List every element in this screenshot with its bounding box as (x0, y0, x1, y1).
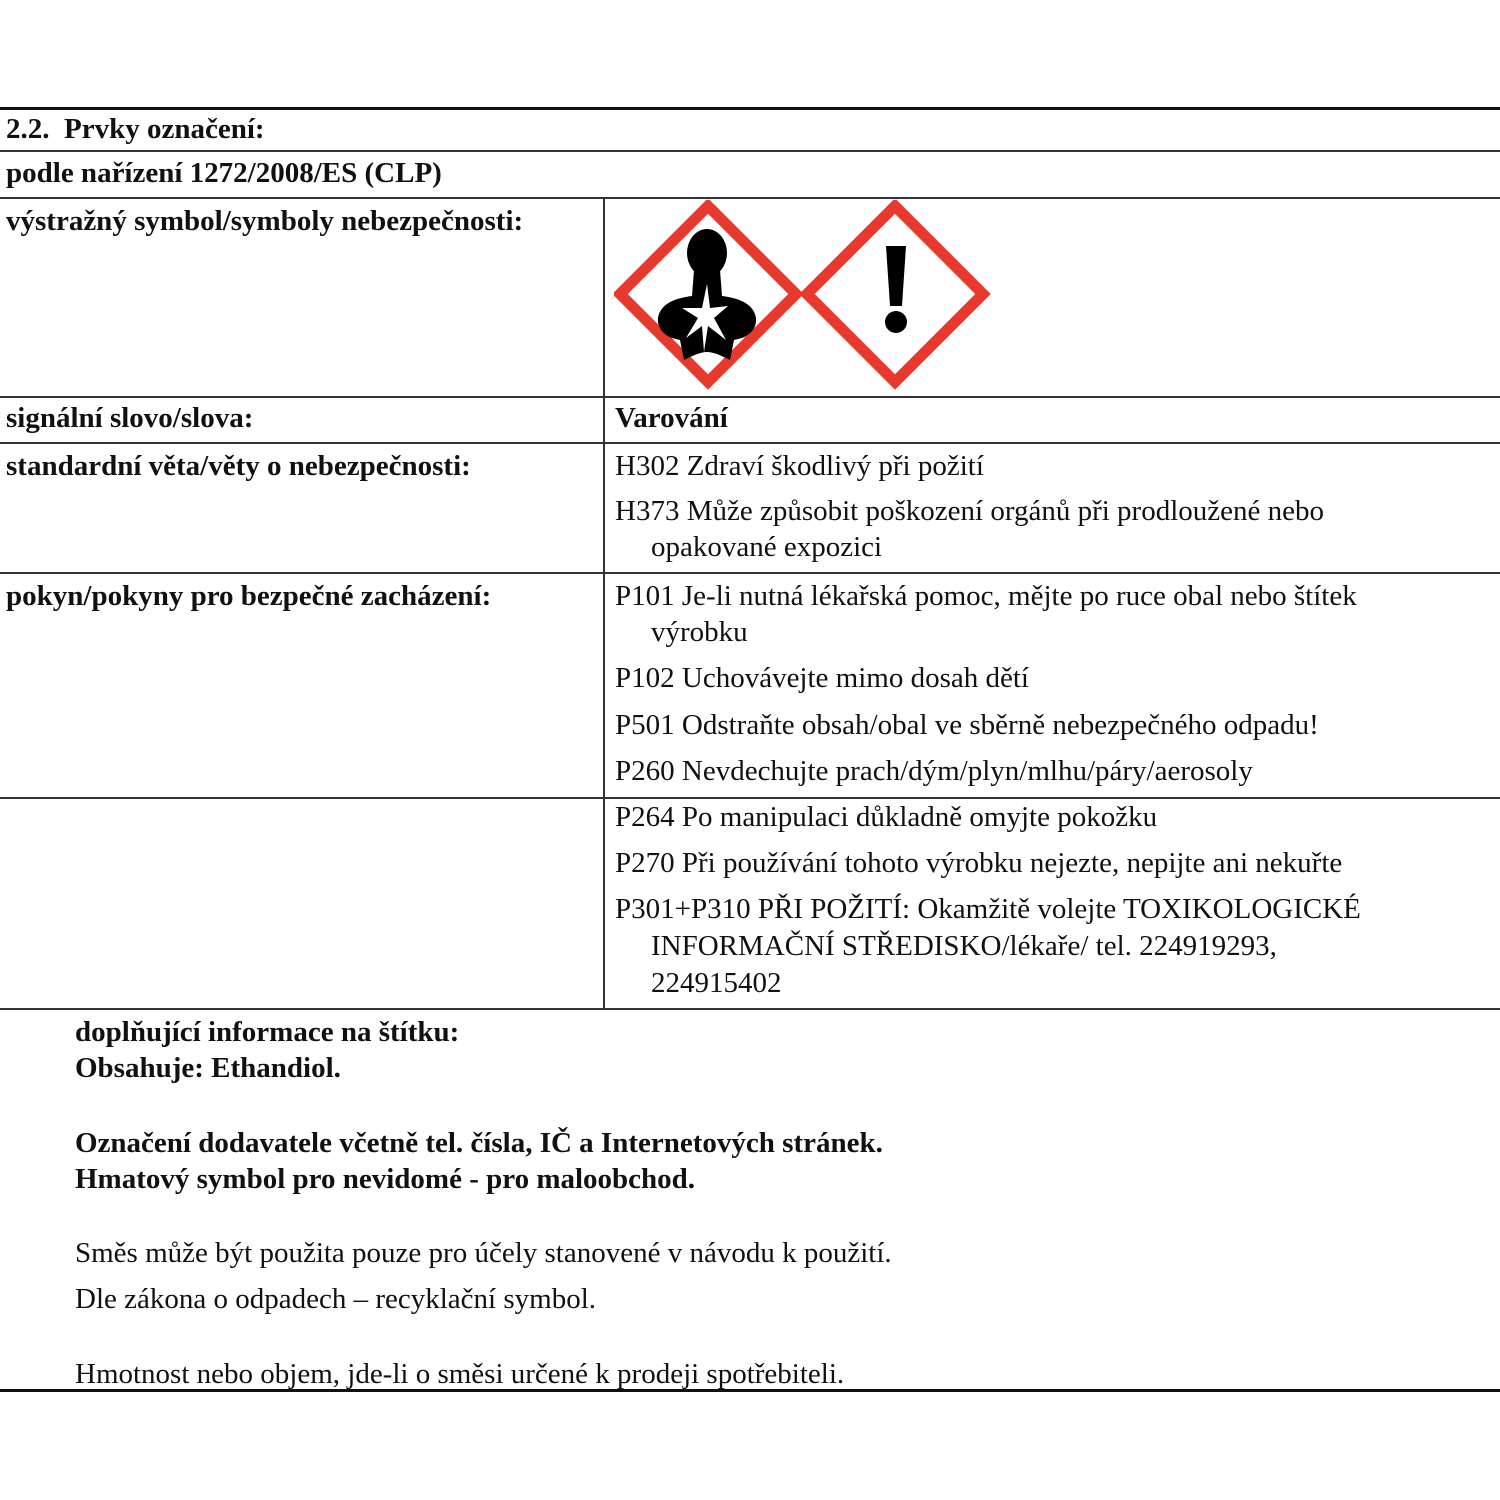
hazard-statement-h302: H302 Zdraví škodlivý při požití (615, 450, 984, 482)
row-divider (0, 197, 1500, 199)
section-title: Prvky označení: (64, 113, 265, 145)
precautionary-statement-p264: P264 Po manipulaci důkladně omyjte pokožku (615, 801, 1158, 833)
hazard-statement-h373: H373 Může způsobit poškození orgánů při prodloužené nebo (615, 495, 1324, 527)
precautionary-statement-p301-p310-cont: INFORMAČNÍ STŘEDISKO/lékaře/ tel. 224919293, (651, 930, 1277, 962)
precautionary-statement-p301-p310: P301+P310 PŘI POŽITÍ: Okamžitě volejte TOXIKOLOGICKÉ (615, 893, 1361, 925)
waste-note: Dle zákona o odpadech – recyklační symbol. (75, 1283, 597, 1315)
usage-note: Směs může být použita pouze pro účely stanovené v návodu k použití. (75, 1237, 892, 1269)
pictogram-label: výstražný symbol/symboly nebezpečnosti: (6, 205, 524, 237)
precautionary-statements-label: pokyn/pokyny pro bezpečné zacházení: (6, 580, 492, 612)
health-hazard-icon (620, 206, 796, 382)
ghs-pictograms (614, 200, 994, 390)
row-divider (0, 150, 1500, 152)
hazard-statement-h373-cont: opakované expozici (651, 531, 883, 563)
precautionary-statement-p101-cont: výrobku (651, 616, 748, 648)
precautionary-statement-p102: P102 Uchovávejte mimo dosah dětí (615, 662, 1029, 694)
signal-word-value: Varování (615, 402, 728, 434)
precautionary-statement-p270: P270 Při používání tohoto výrobku nejezte, nepijte ani nekuřte (615, 847, 1343, 879)
exclamation-mark-icon (807, 206, 983, 382)
supplementary-contains: Obsahuje: Ethandiol. (75, 1052, 341, 1084)
column-divider (603, 198, 605, 1009)
section-heading (6, 111, 265, 147)
table-bottom-rule (0, 1008, 1500, 1010)
precautionary-statement-p501: P501 Odstraňte obsah/obal ve sběrně nebezpečného odpadu! (615, 709, 1319, 741)
supplementary-heading: doplňující informace na štítku: (75, 1016, 460, 1048)
precautionary-statement-p260: P260 Nevdechujte prach/dým/plyn/mlhu/páry/aerosoly (615, 755, 1253, 787)
row-divider (0, 442, 1500, 444)
row-divider (0, 396, 1500, 398)
precautionary-statement-p101: P101 Je-li nutná lékařská pomoc, mějte po ruce obal nebo štítek (615, 580, 1357, 612)
precautionary-statement-p301-p310-cont2: 224915402 (651, 967, 782, 999)
pictograms (614, 200, 994, 395)
hazard-statements-label: standardní věta/věty o nebezpečnosti: (6, 450, 471, 482)
row-divider (0, 572, 1500, 574)
tactile-symbol-info: Hmatový symbol pro nevidomé - pro maloobchod. (75, 1163, 696, 1195)
supplier-info: Označení dodavatele včetně tel. čísla, IČ a Internetových stránek. (75, 1127, 883, 1159)
signal-word-label: signální slovo/slova: (6, 402, 254, 434)
section-number: 2.2. (6, 113, 50, 145)
quantity-note: Hmotnost nebo objem, jde-li o směsi určené k prodeji spotřebiteli. (75, 1358, 845, 1390)
table-top-rule (0, 107, 1500, 110)
regulation-label: podle nařízení 1272/2008/ES (CLP) (6, 157, 442, 189)
